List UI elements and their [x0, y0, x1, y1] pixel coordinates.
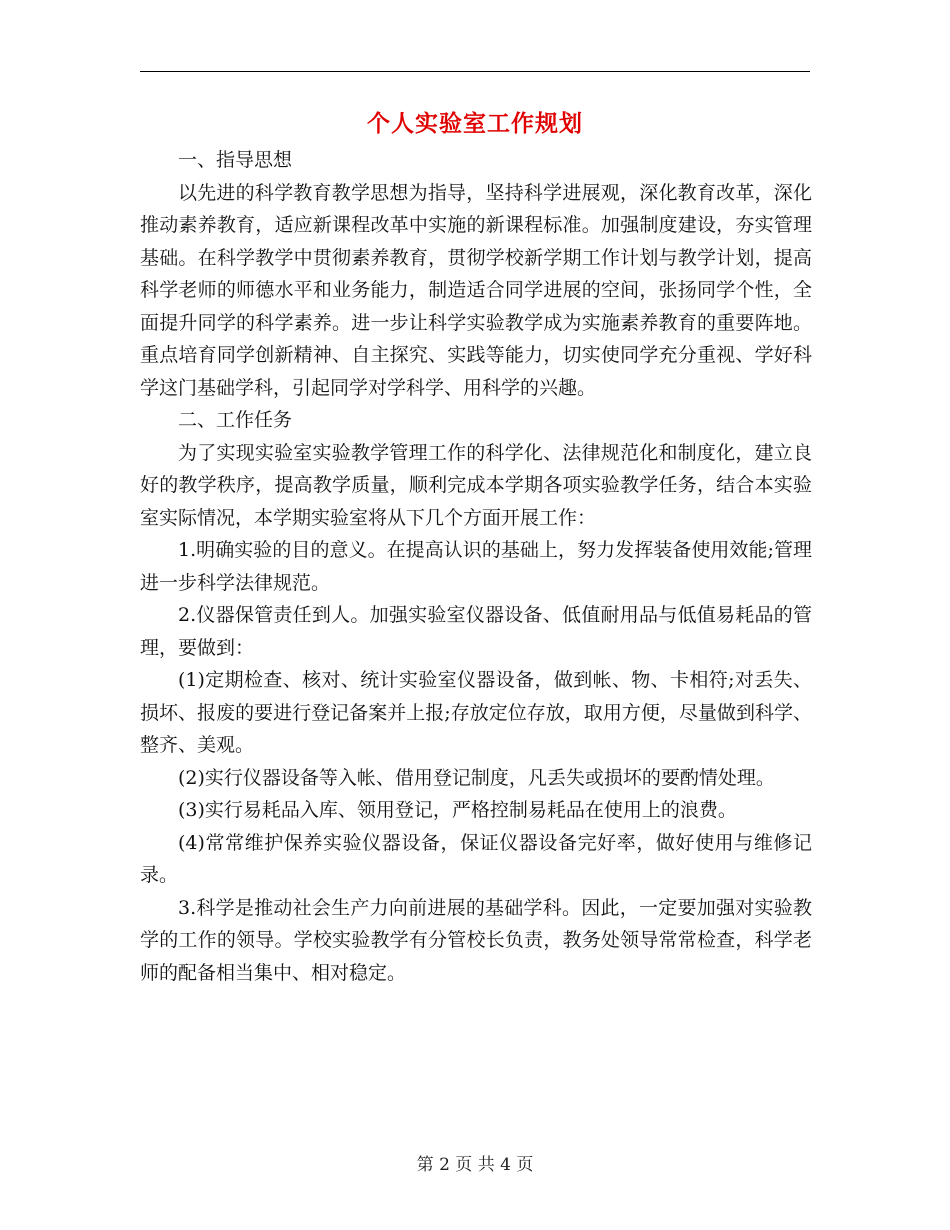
- document-body: [140, 144, 812, 989]
- paragraph-item-3: 3.科学是推动社会生产力向前进展的基础学科。因此，一定要加强对实验教学的工作的领导。学校实验教学有分管校长负责，教务处领导常常检查，科学老师的配备相当集中、相对稳定。: [140, 896, 812, 984]
- paragraph-subitem-2: (2)实行仪器设备等入帐、借用登记制度，凡丢失或损坏的要酌情处理。: [178, 766, 775, 789]
- paragraph-subitem-1: (1)定期检查、核对、统计实验室仪器设备，做到帐、物、卡相符;对丢失、损坏、报废的要进行登记备案并上报;存放定位存放，取用方便，尽量做到科学、整齐、美观。: [140, 669, 812, 756]
- header-rule: [140, 71, 810, 72]
- paragraph-item-1: 1.明确实验的目的意义。在提高认识的基础上，努力发挥装备使用效能;管理进一步科学法律规范。: [140, 539, 812, 594]
- paragraph-subitem-3: (3)实行易耗品入库、领用登记，严格控制易耗品在使用上的浪费。: [178, 799, 737, 821]
- section-heading-work-tasks: 二、工作任务: [178, 409, 293, 431]
- paragraph-item-2: 2.仪器保管责任到人。加强实验室仪器设备、低值耐用品与低值易耗品的管理，要做到：: [140, 604, 812, 659]
- paragraph-subitem-4: (4)常常维护保养实验仪器设备，保证仪器设备完好率，做好使用与维修记录。: [140, 831, 812, 886]
- document-title: 个人实验室工作规划: [367, 110, 583, 137]
- paragraph-work-tasks-intro: 为了实现实验室实验教学管理工作的科学化、法律规范化和制度化，建立良好的教学秩序，提高教学质量，顺利完成本学期各项实验教学任务，结合本实验室实际情况，本学期实验室将从下几个方面开展工作：: [140, 441, 812, 529]
- paragraph-guiding-ideology: 以先进的科学教育教学思想为指导，坚持科学进展观，深化教育改革，深化推动素养教育，适应新课程改革中实施的新课程标准。加强制度建设，夯实管理基础。在科学教学中贯彻素养教育，贯彻学校新学期工作计划与教学计划，提高科学老师的师德水平和业务能力，制造适合同学进展的空间，张扬同学个性，全面提升同学的科学素养。进一步让科学实验教学成为实施素养教育的重要阵地。重点培育同学创新精神、自主探究、实践等能力，切实使同学充分重视、学好科学这门基础学科，引起同学对学科学、用科学的兴趣。: [140, 181, 812, 399]
- page-number: 第 2 页 共 4 页: [416, 1155, 534, 1175]
- section-heading-guiding-ideology: 一、指导思想: [178, 149, 293, 171]
